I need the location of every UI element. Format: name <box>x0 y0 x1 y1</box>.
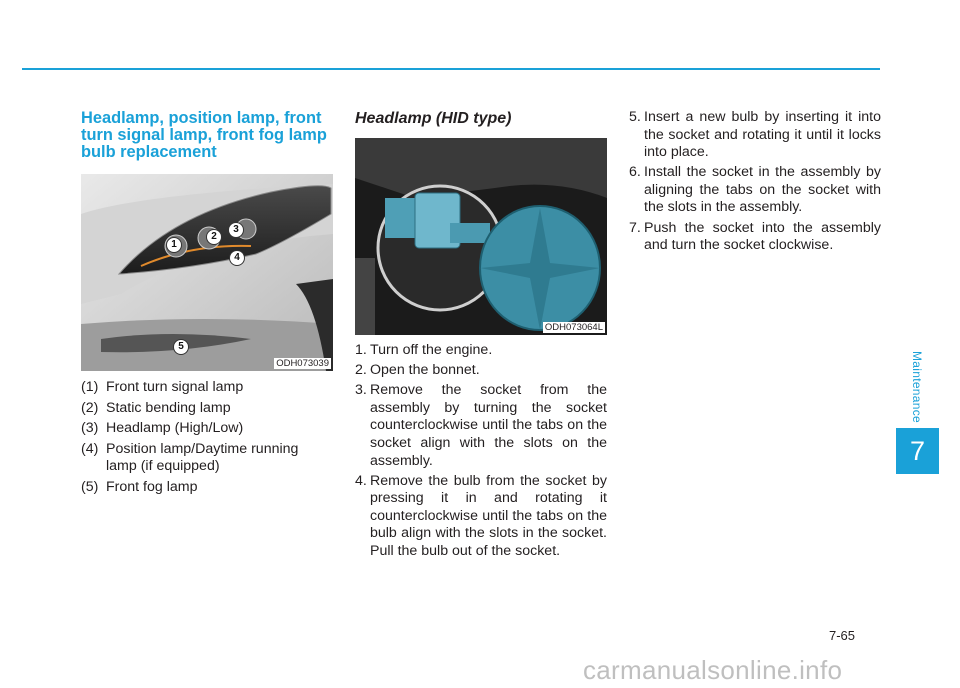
step-item <box>629 220 881 255</box>
chapter-label-text: Maintenance <box>910 350 924 424</box>
column-left <box>81 110 333 500</box>
callout-2: 2 <box>206 229 222 245</box>
hid-socket-figure <box>355 138 607 335</box>
column-right <box>629 110 881 257</box>
step-num: 3. <box>355 382 367 399</box>
step-num: 7. <box>629 219 641 236</box>
step-text: Remove the bulb from the socket by pressing it in and rotating it counterclockwise until the tabs on the bulb align with the slots in the socket. Pull the bulb out of the socket. <box>370 472 607 560</box>
step-item <box>355 342 607 360</box>
legend-num: (3) <box>81 420 99 437</box>
legend-text: Static bending lamp <box>106 399 231 416</box>
legend-num: (5) <box>81 478 99 495</box>
step-text: Open the bonnet. <box>370 362 480 379</box>
column-middle <box>355 110 607 563</box>
legend-item <box>81 479 333 497</box>
step-num: 2. <box>355 362 367 379</box>
step-num: 1. <box>355 342 367 358</box>
legend-item <box>81 379 333 397</box>
callout-4: 4 <box>229 250 245 266</box>
steps-list-2 <box>629 109 881 255</box>
step-item <box>355 473 607 561</box>
step-num: 6. <box>629 164 641 181</box>
legend-num: (4) <box>81 440 99 457</box>
legend-num: (2) <box>81 399 99 416</box>
headlamp-figure <box>81 174 333 371</box>
chapter-side-label <box>893 345 941 429</box>
step-text: Push the socket into the assembly and turn the socket clockwise. <box>644 219 881 254</box>
figure-code: ODH073064L <box>544 322 603 333</box>
chapter-tab[interactable]: 7 <box>896 428 939 474</box>
step-text: Install the socket in the assembly by aligning the tabs on the socket with the slots in the assembly. <box>644 164 881 216</box>
step-item <box>355 362 607 380</box>
step-text: Remove the socket from the assembly by turning the socket counterclockwise until the tabs on the socket align with the slots on the assembly. <box>370 382 607 469</box>
legend-text: Headlamp (High/Low) <box>106 420 244 437</box>
callout-1: 1 <box>166 237 182 253</box>
legend-text: Position lamp/Daytime running lamp (if equipped) <box>106 440 299 475</box>
legend-item <box>81 441 333 476</box>
callout-3: 3 <box>228 222 244 238</box>
step-text: Turn off the engine. <box>370 342 493 358</box>
step-text: Insert a new bulb by inserting it into the socket and rotating it until it locks into place. <box>644 109 881 161</box>
figure-code: ODH073039 <box>276 358 329 369</box>
hid-socket-illustration <box>355 138 607 335</box>
top-rule <box>22 68 880 70</box>
watermark: carmanualsonline.info <box>583 655 843 685</box>
legend-list <box>81 379 333 497</box>
page-number: 7-65 <box>829 628 856 643</box>
legend-text: Front fog lamp <box>106 478 198 495</box>
callout-5: 5 <box>173 339 189 355</box>
step-num: 4. <box>355 472 367 489</box>
legend-text: Front turn signal lamp <box>106 379 244 395</box>
legend-item <box>81 420 333 438</box>
headlamp-illustration <box>81 174 333 371</box>
section-heading: Headlamp, position lamp, front turn signal lamp, front fog lamp bulb replacement <box>81 109 327 161</box>
hid-heading: Headlamp (HID type) <box>355 110 512 127</box>
step-item <box>355 382 607 470</box>
steps-list-1 <box>355 342 607 561</box>
legend-num: (1) <box>81 379 99 395</box>
legend-item <box>81 400 333 418</box>
step-item <box>629 109 881 162</box>
step-item <box>629 164 881 217</box>
step-num: 5. <box>629 109 641 125</box>
